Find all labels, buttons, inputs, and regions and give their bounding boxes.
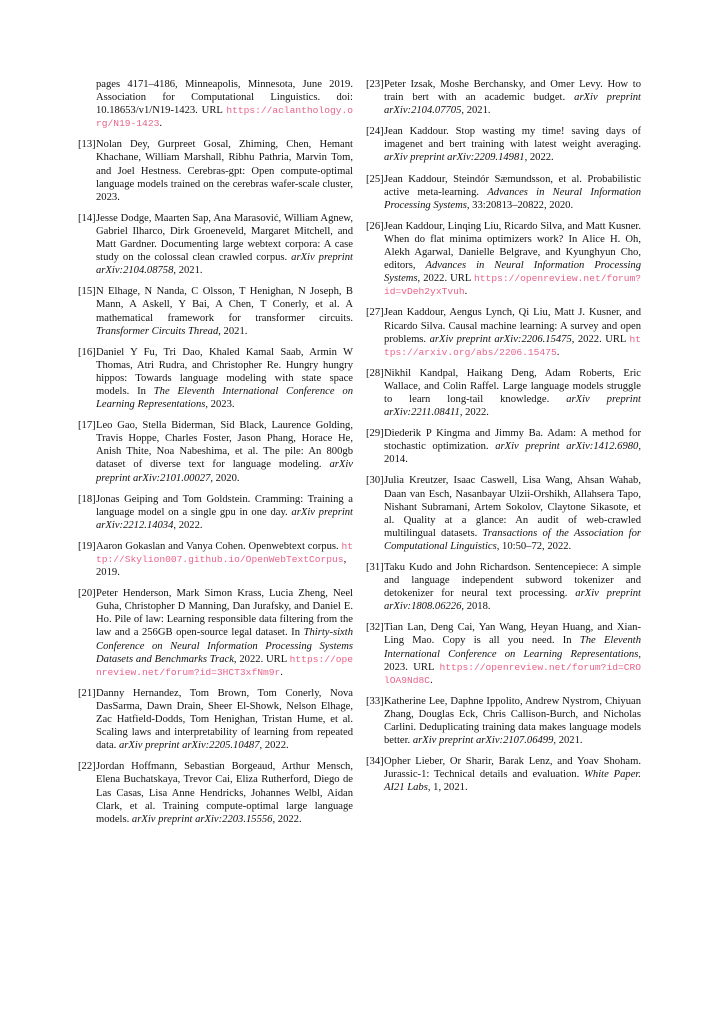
reference-venue: Transformer Circuits Thread (96, 325, 219, 337)
reference-text: Diederik P Kingma and Jimmy Ba. Adam: A method for stochastic optimization. (384, 428, 641, 453)
reference-17 (80, 419, 353, 484)
reference-link[interactable]: http://Skylion007.github.io/OpenWebTextCorpus (96, 540, 353, 565)
reference-venue: arXiv preprint arXiv:2104.08758 (96, 252, 353, 277)
reference-text: pages 4171–4186, Minneapolis, Minnesota, June 2019. Association for Computational Linguistics. doi: 10.18653/v1/N19-1423. URL (96, 79, 353, 117)
reference-venue: arXiv preprint arXiv:1412.6980 (495, 441, 639, 453)
reference-18 (80, 493, 353, 532)
reference-text: Danny Hernandez, Tom Brown, Tom Conerly, Nova DasSarma, Dawn Drain, Sheer El-Showk, Nelson Elhage, Zac Hatfield-Dodds, Tom Henighan, Tristan Hume, et al. Scaling laws and interpretability of learning from repeated data. (96, 687, 353, 752)
reference-number: [23] (366, 79, 384, 90)
reference-year: , 2023. (205, 399, 235, 411)
reference-link[interactable]: https://openreview.net/forum?id=3HCT3xfNm9r (96, 653, 354, 678)
reference-number: [32] (366, 622, 384, 634)
reference-text: Nolan Dey, Gurpreet Gosal, Zhiming, Chen, Hemant Khachane, William Marshall, Ribhu Pathria, Marvin Tom, and Joel Hestness. Cerebras-gpt: Open compute-optimal language models trained on the cerebras wafer-scale cluster, 2023. (96, 139, 353, 203)
reference-venue: arXiv preprint arXiv:2104.07705 (384, 92, 641, 117)
reference-link[interactable]: https://openreview.net/forum?id=CROlOA9Nd8C (384, 661, 641, 686)
reference-text: Peter Izsak, Moshe Berchansky, and Omer Levy. How to train bert with an academic budget. (384, 79, 641, 104)
reference-venue: arXiv preprint arXiv:2209.14981 (384, 152, 525, 164)
reference-number: [22] (78, 761, 96, 773)
reference-32 (368, 621, 641, 686)
reference-year: , 2018. (461, 601, 491, 613)
reference-20 (80, 587, 353, 679)
reference-year: , 2021. (173, 265, 203, 277)
reference-venue: arXiv preprint arXiv:2211.08411 (384, 393, 641, 419)
reference-link[interactable]: https://arxiv.org/abs/2206.15475 (384, 333, 641, 358)
reference-number: [33] (366, 695, 384, 707)
reference-number: [17] (78, 420, 96, 432)
reference-text: Jean Kaddour, Linqing Liu, Ricardo Silva, and Matt Kusner. When do flat minima optimizers work? In Alice H. Oh, Alekh Agarwal, Danielle Belgrave, and Kyunghyun Cho, editors, (384, 220, 641, 272)
reference-year: , 1, 2021. (427, 782, 468, 794)
reference-number: [30] (366, 475, 384, 487)
reference-text: Tian Lan, Deng Cai, Yan Wang, Heyan Huang, and Xian-Ling Mao. Copy is all you need. In (384, 622, 641, 647)
reference-venue: Advances in Neural Information Processing Systems (384, 260, 641, 285)
reference-venue: arXiv preprint arXiv:2203.15556 (131, 813, 273, 825)
reference-link[interactable]: https://aclanthology.org/N19-1423 (96, 105, 353, 130)
reference-tail: . (280, 666, 283, 678)
reference-text: Jesse Dodge, Maarten Sap, Ana Marasović, William Agnew, Gabriel Ilharco, Dirk Groeneveld, Margaret Mitchell, and Matt Gardner. Documenting large webtext corpora: A case study on the colossal clean crawled corpus. (96, 212, 353, 264)
reference-year: , 2021. (553, 735, 583, 747)
reference-number: [26] (366, 220, 384, 232)
reference-15 (80, 285, 353, 337)
reference-number: [18] (78, 493, 96, 505)
reference-number: [16] (78, 346, 96, 358)
reference-number: [34] (366, 756, 384, 768)
reference-19 (80, 540, 353, 579)
reference-year: , 2021. (461, 105, 491, 117)
reference-number: [21] (78, 687, 96, 699)
reference-13 (80, 138, 353, 203)
reference-link[interactable]: https://openreview.net/forum?id=vDeh2yxTvuh (384, 273, 642, 298)
reference-text: Jordan Hoffmann, Sebastian Borgeaud, Arthur Mensch, Elena Buchatskaya, Trevor Cai, Eliza Rutherford, Diego de Las Casas, Lisa Anne Hendricks, Johannes Welbl, Aidan Clark, et al. Training compute-optimal large language models. (96, 761, 353, 825)
reference-venue: Advances in Neural Information Processing Systems (384, 186, 641, 211)
reference-text: Jean Kaddour, Steindór Sæmundsson, et al. Probabilistic active meta-learning. (384, 173, 641, 198)
reference-text: Leo Gao, Stella Biderman, Sid Black, Laurence Golding, Travis Hoppe, Charles Foster, Jason Phang, Horace He, Anish Thite, Noa Nabeshima, et al. The pile: An 800gb dataset of diverse text for language modeling. (96, 420, 353, 471)
left-column (80, 78, 353, 834)
reference-33 (368, 695, 641, 747)
reference-year: , 2020. (210, 472, 240, 484)
reference-venue: arXiv preprint arXiv:1808.06226 (384, 588, 642, 613)
reference-text: Jean Kaddour. Stop wasting my time! saving days of imagenet and bert training with latest weight averaging. (384, 126, 641, 151)
reference-year: , 2022. (459, 407, 489, 419)
reference-year: , 33:20813–20822, 2020. (466, 199, 574, 211)
reference-12-continued (80, 78, 353, 130)
reference-34 (368, 755, 641, 794)
reference-30 (368, 474, 641, 553)
reference-tail: , 2019. (96, 554, 347, 579)
reference-number: [20] (78, 588, 96, 600)
reference-text: N Elhage, N Nanda, C Olsson, T Henighan, N Joseph, B Mann, A Askell, Y Bai, A Chen, T Conerly, et al. A mathematical framework for transformer circuits. (96, 286, 353, 324)
reference-text: Julia Kreutzer, Isaac Caswell, Lisa Wang, Ahsan Wahab, Daan van Esch, Nasanbayar Ulzii-Orshikh, Allahsera Tapo, Nishant Subramani, Artem Sokolov, Claytone Sikasote, et al. Quality at a glance: An audit of web-crawled multilingual datasets. (384, 475, 641, 539)
reference-venue: arXiv preprint arXiv:2206.15475 (429, 333, 572, 345)
reference-year: , 2021. (218, 325, 248, 337)
reference-text: Peter Henderson, Mark Simon Krass, Lucia Zheng, Neel Guha, Christopher D Manning, Dan Jurafsky, and Daniel E. Ho. Pile of law: Learning responsible data filtering from the law and a 256GB open-source legal dataset. In (96, 588, 353, 639)
reference-number: [14] (78, 212, 96, 224)
reference-number: [15] (78, 286, 96, 298)
reference-year: , 2022. (259, 740, 289, 752)
reference-number: [19] (78, 540, 96, 552)
reference-year: , 2022. (524, 152, 554, 164)
reference-text: Taku Kudo and John Richardson. Sentencepiece: A simple and language independent subword tokenizer and detokenizer for neural text processing. (384, 562, 641, 600)
reference-year: , 2014. (384, 441, 641, 466)
reference-number: [29] (366, 428, 384, 440)
reference-number: [27] (366, 307, 384, 319)
reference-venue: arXiv preprint arXiv:2107.06499 (412, 735, 554, 747)
reference-22 (80, 760, 353, 825)
reference-venue: arXiv preprint arXiv:2212.14034 (96, 506, 354, 531)
reference-venue: Transactions of the Association for Computational Linguistics (384, 527, 641, 552)
reference-year: , 2022. URL (417, 273, 471, 285)
reference-tail: . (464, 286, 468, 298)
reference-year: , 2022. URL (571, 333, 626, 345)
reference-year: , 2022. (272, 813, 302, 825)
reference-31 (368, 561, 641, 613)
reference-text: Daniel Y Fu, Tri Dao, Khaled Kamal Saab, Armin W Thomas, Atri Rudra, and Christopher Re. Hungry hungry hippos: Towards language modeling with state space models. In (96, 346, 353, 397)
reference-venue: arXiv preprint arXiv:2205.10487 (118, 740, 260, 752)
reference-venue: The Eleventh International Conference on Learning Representations (96, 385, 353, 411)
reference-text: Nikhil Kandpal, Haikang Deng, Adam Roberts, Eric Wallace, and Colin Raffel. Large language models struggle to learn long-tail knowledge. (384, 367, 641, 405)
reference-venue: Thirty-sixth Conference on Neural Information Processing Systems Datasets and Benchmarks Track (96, 627, 353, 665)
reference-tail: . (430, 674, 433, 686)
reference-26 (368, 220, 641, 299)
reference-number: [25] (366, 173, 384, 185)
reference-text: Opher Lieber, Or Sharir, Barak Lenz, and Yoav Shoham. Jurassic-1: Technical details and evaluation. (384, 756, 641, 781)
reference-29 (368, 427, 641, 466)
reference-number: [13] (78, 139, 96, 151)
reference-tail: . (556, 346, 560, 358)
reference-year: , 2023. URL (384, 648, 641, 673)
reference-16 (80, 346, 353, 411)
reference-year: , 10:50–72, 2022. (496, 540, 572, 552)
right-column (368, 78, 641, 803)
reference-text: Jean Kaddour, Aengus Lynch, Qi Liu, Matt J. Kusner, and Ricardo Silva. Causal machine learning: A survey and open problems. (384, 307, 641, 345)
reference-24 (368, 125, 641, 164)
reference-23 (368, 78, 641, 117)
reference-venue: The Eleventh International Conference on Learning Representations (384, 635, 641, 660)
reference-text: Aaron Gokaslan and Vanya Cohen. Openwebtext corpus. (96, 540, 339, 552)
reference-number: [28] (366, 367, 384, 379)
reference-venue: White Paper. AI21 Labs (384, 769, 641, 794)
reference-number: [31] (366, 562, 384, 573)
reference-venue: arXiv preprint arXiv:2101.00027 (96, 459, 354, 484)
reference-tail: . (159, 118, 162, 130)
reference-21 (80, 687, 353, 752)
reference-year: , 2022. URL (233, 653, 287, 665)
reference-28 (368, 367, 641, 419)
reference-number: [24] (366, 126, 384, 138)
reference-25 (368, 173, 641, 212)
reference-text: Jonas Geiping and Tom Goldstein. Cramming: Training a language model on a single gpu in one day. (96, 493, 353, 518)
reference-text: Katherine Lee, Daphne Ippolito, Andrew Nystrom, Chiyuan Zhang, Douglas Eck, Chris Callison-Burch, and Nicholas Carlini. Deduplicating training data makes language models better. (384, 695, 641, 747)
reference-27 (368, 306, 641, 358)
reference-14 (80, 212, 353, 277)
reference-year: , 2022. (173, 519, 203, 531)
